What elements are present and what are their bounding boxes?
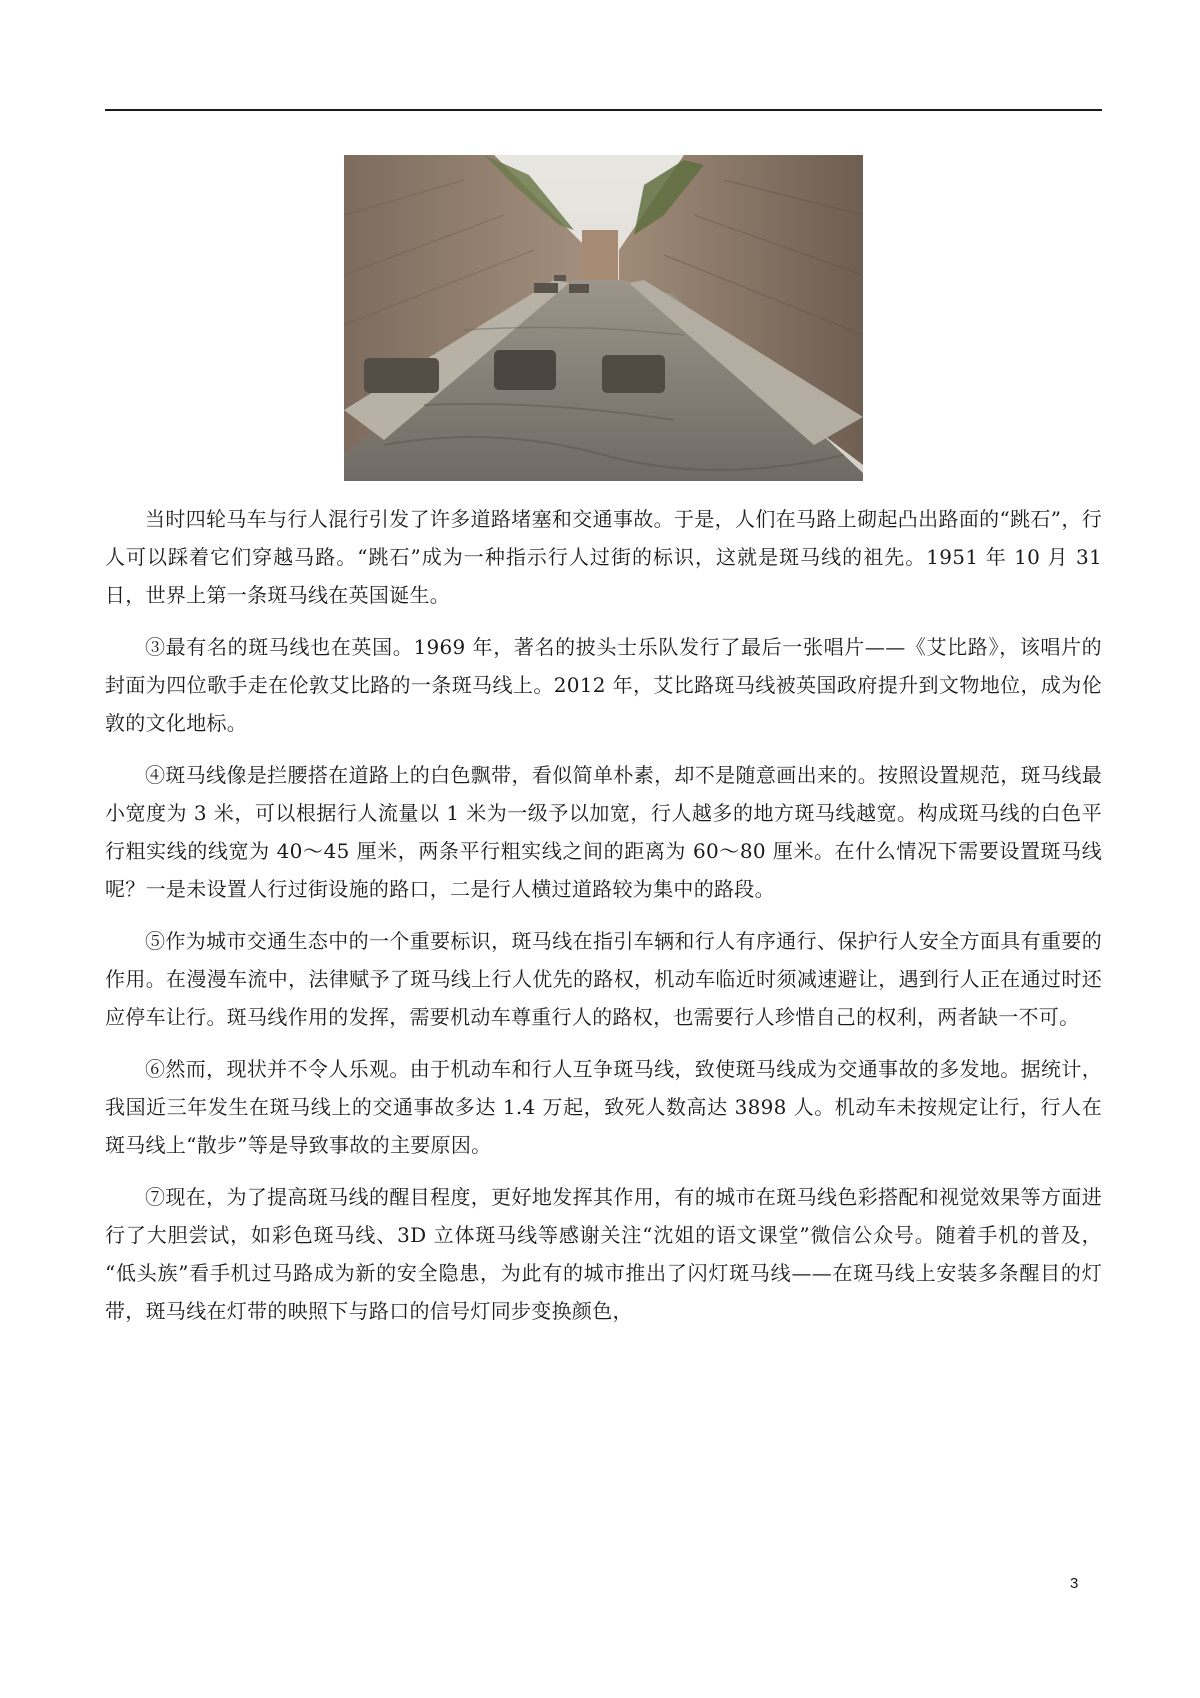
paragraph-3: ④斑马线像是拦腰搭在道路上的白色飘带，看似简单朴素，却不是随意画出来的。按照设置规范，斑马线最小宽度为 3 米，可以根据行人流量以 1 米为一级予以加宽，行人越多的地方斑马线越宽。构成斑马线的白色平行粗实线的线宽为 40～45 厘米，两条平行粗实线之间的距离为 60～80 厘米。在什么情况下需要设置斑马线呢？一是未设置人行过街设施的路口，二是行人横过道路较为集中的路段。 [105,763,1102,901]
paragraph-4: ⑤作为城市交通生态中的一个重要标识，斑马线在指引车辆和行人有序通行、保护行人安全方面具有重要的作用。在漫漫车流中，法律赋予了斑马线上行人优先的路权，机动车临近时须减速避让，遇到行人正在通过时还应停车让行。斑马线作用的发挥，需要机动车尊重行人的路权，也需要行人珍惜自己的权利，两者缺一不可。 [105,929,1102,1029]
paragraph-5: ⑥然而，现状并不令人乐观。由于机动车和行人互争斑马线，致使斑马线成为交通事故的多发地。据统计，我国近三年发生在斑马线上的交通事故多达 1.4 万起，致死人数高达 3898 人。机动车未按规定让行，行人在斑马线上“散步”等是导致事故的主要原因。 [105,1057,1102,1157]
ancient-street-photo [344,155,863,481]
paragraph-1: 当时四轮马车与行人混行引发了许多道路堵塞和交通事故。于是，人们在马路上砌起凸出路面的“跳石”，行人可以踩着它们穿越马路。“跳石”成为一种指示行人过街的标识，这就是斑马线的祖先。1951 年 10 月 31 日，世界上第一条斑马线在英国诞生。 [105,507,1102,607]
ancient-street-stepping-stones-photo [344,155,863,481]
paragraph-2: ③最有名的斑马线也在英国。1969 年，著名的披头士乐队发行了最后一张唱片——《艾比路》，该唱片的封面为四位歌手走在伦敦艾比路的一条斑马线上。2012 年，艾比路斑马线被英国政府提升到文物地位，成为伦敦的文化地标。 [105,635,1102,735]
paragraph-6: ⑦现在，为了提高斑马线的醒目程度，更好地发挥其作用，有的城市在斑马线色彩搭配和视觉效果等方面进行了大胆尝试，如彩色斑马线、3D 立体斑马线等感谢关注“沈姐的语文课堂”微信公众号。随着手机的普及， “低头族”看手机过马路成为新的安全隐患，为此有的城市推出了闪灯斑马线——在斑马线上安装多条醒目的灯带，斑马线在灯带的映照下与路口的信号灯同步变换颜色， [105,1185,1102,1323]
article-body [105,500,1102,1344]
page-number: 3 [1070,1575,1079,1592]
header-rule [105,109,1102,111]
